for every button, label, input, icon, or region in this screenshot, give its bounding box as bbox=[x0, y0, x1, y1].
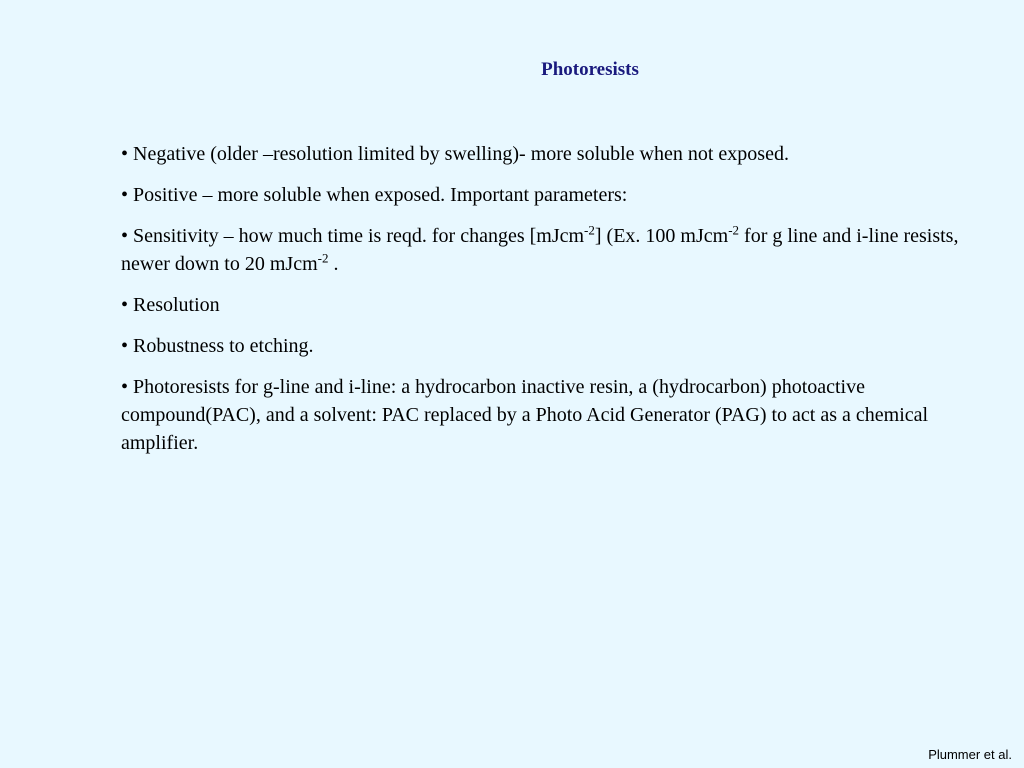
slide-title: Photoresists bbox=[541, 59, 639, 80]
bullet-sensitivity bbox=[121, 222, 971, 278]
bullet-robustness: • Robustness to etching. bbox=[121, 335, 314, 357]
sensitivity-text-2: ] (Ex. 100 mJcm bbox=[594, 225, 729, 247]
sensitivity-exponent-2: -2 bbox=[728, 222, 740, 238]
footer-credit: Plummer et al. bbox=[928, 747, 1012, 762]
sensitivity-text-3: for g line and i-line resists, newer down to 20 mJcm bbox=[121, 225, 959, 275]
sensitivity-exponent-3: -2 bbox=[317, 250, 329, 266]
bullet-positive: • Positive – more soluble when exposed. Important parameters: bbox=[121, 184, 628, 206]
bullet-list bbox=[121, 140, 971, 470]
bullet-photoresists: • Photoresists for g-line and i-line: a hydrocarbon inactive resin, a (hydrocarbon) photoactive compound(PAC), and a solvent: PAC replaced by a Photo Acid Generator (PAG) to act as a chemical amplifier. bbox=[121, 376, 929, 454]
bullet-resolution: • Resolution bbox=[121, 294, 220, 316]
sensitivity-exponent-1: -2 bbox=[584, 222, 595, 238]
sensitivity-text-4: . bbox=[328, 253, 339, 275]
bullet-negative: • Negative (older –resolution limited by swelling)- more soluble when not exposed. bbox=[121, 143, 789, 165]
sensitivity-text-1: • Sensitivity – how much time is reqd. for changes [mJcm bbox=[121, 225, 585, 247]
